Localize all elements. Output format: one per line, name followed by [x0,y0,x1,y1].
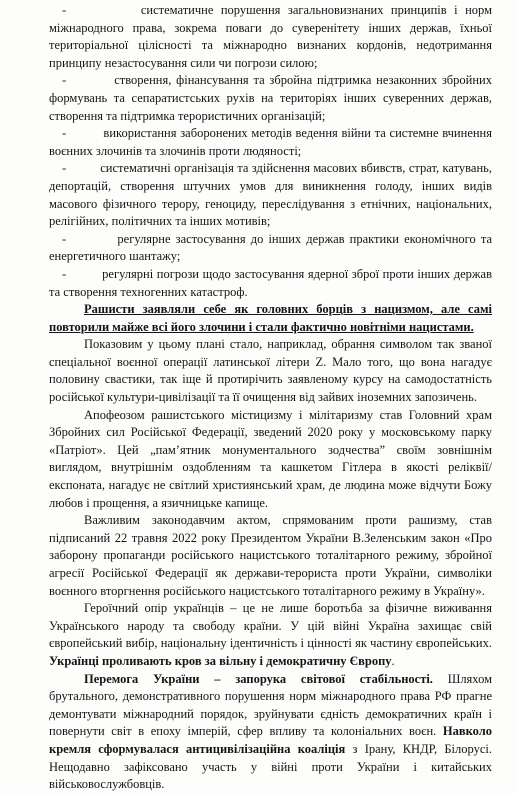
victory-text-1: Шляхом брутального, демонстративного порушення норм міжнародного права РФ прагне демонтувати міжнародний порядок, зруйнувати єдність демократичних країн і повернути світ в епоху імперій, сфер впливу та колоніальних воєн. [49,671,492,739]
list-item: - регулярні погрози щодо застосування ядерної зброї проти інших держав та створення техногенних катастроф. [49,266,492,299]
resistance-bold-text: Українці проливають кров за вільну і демократичну Європу [49,653,392,668]
paragraph-z-symbol: Показовим у цьому плані стало, наприклад, обрання символом так званої спеціальної воєнної операції латинської літери Z. Мало того, що вона нагадує половину свастики, так іще й протирічить заявленому курсу на самодостатність російської культури-цивілізації та її очищення від зайвих іноземних запозичень. [49,337,492,405]
victory-text-2: з Ірану, КНДР, Білорусі. Нещодавно зафіксовано участь у війні проти України і китайських військовослужбовців. [49,741,492,792]
victory-heading: Перемога України – запорука світової стабільності. [84,671,433,686]
thesis-paragraph [49,301,492,336]
resistance-end: . [391,653,395,668]
list-item: - систематичне порушення загальновизнаних принципів і норм міжнародного права, зокрема поваги до суверенітету інших держав, їхньої територіальної цілісності та міжнародно визнаних кордонів, недотримання принципу незастосування сили чи погрози силою; [49,3,492,70]
victory-bold-coalition: Навколо кремля сформувалася антицивілізаційна коаліція [49,724,492,756]
paragraph-main-temple: Апофеозом рашистського містицизму і мілітаризму став Головний храм Збройних сил Російської Федерації, зведений 2020 року у московському парку «Патріот». Цей „пам’ятник монументального зодчества” своїм зовнішнім виглядом, внутрішнім оздобленням та кашкетом Гітлера в якості реліквії/експоната, нагадує не світлий християнський храм, де людина може відчути Божу любов і прощення, а язичницьке капище. [49,407,492,510]
resistance-text: Героїчний опір українців – це не лише боротьба за фізичне виживання Українського народу та свободу країни. У цій війні Україна захищає свій європейський вибір, національну ідентичність і цінності як частину європейських. [49,601,492,651]
list-item: - використання заборонених методів ведення війни та системне вчинення воєнних злочинів та злочинів проти людяності; [49,126,492,158]
paragraph-victory [49,671,492,794]
list-item: - регулярне застосування до інших держав практики економічного та енергетичного шантажу; [49,231,492,264]
paragraph-resistance [49,600,492,670]
list-item: - створення, фінансування та збройна підтримка незаконних збройних формувань та сепаратистських рухів на територіях інших суверенних держав, створення та підтримка терористичних організацій; [49,73,492,123]
list-item: - систематичні організація та здійснення масових вбивств, страт, катувань, депортацій, створення штучних умов для виникнення голоду, інших видів масового фізичного терору, геноциду, переслідування з етнічних, національних, релігійних, політичних та інших мотивів; [49,161,492,229]
thesis-text: Рашисти заявляли себе як головних борців з нацизмом, але самі повторили майже всі його злочини і стали фактично новітніми нацистами. [49,302,492,334]
paragraph-law: Важливим законодавчим актом, спрямованим проти рашизму, став підписаний 22 травня 2022 року Президентом України В.Зеленським закон «Про заборону пропаганди російського нацистського тоталітарного режиму, збройної агресії Російської Федерації як держави-терориста проти України, символіки воєнного вторгнення російського нацистського тоталітарного режиму в Україну». [49,513,492,598]
